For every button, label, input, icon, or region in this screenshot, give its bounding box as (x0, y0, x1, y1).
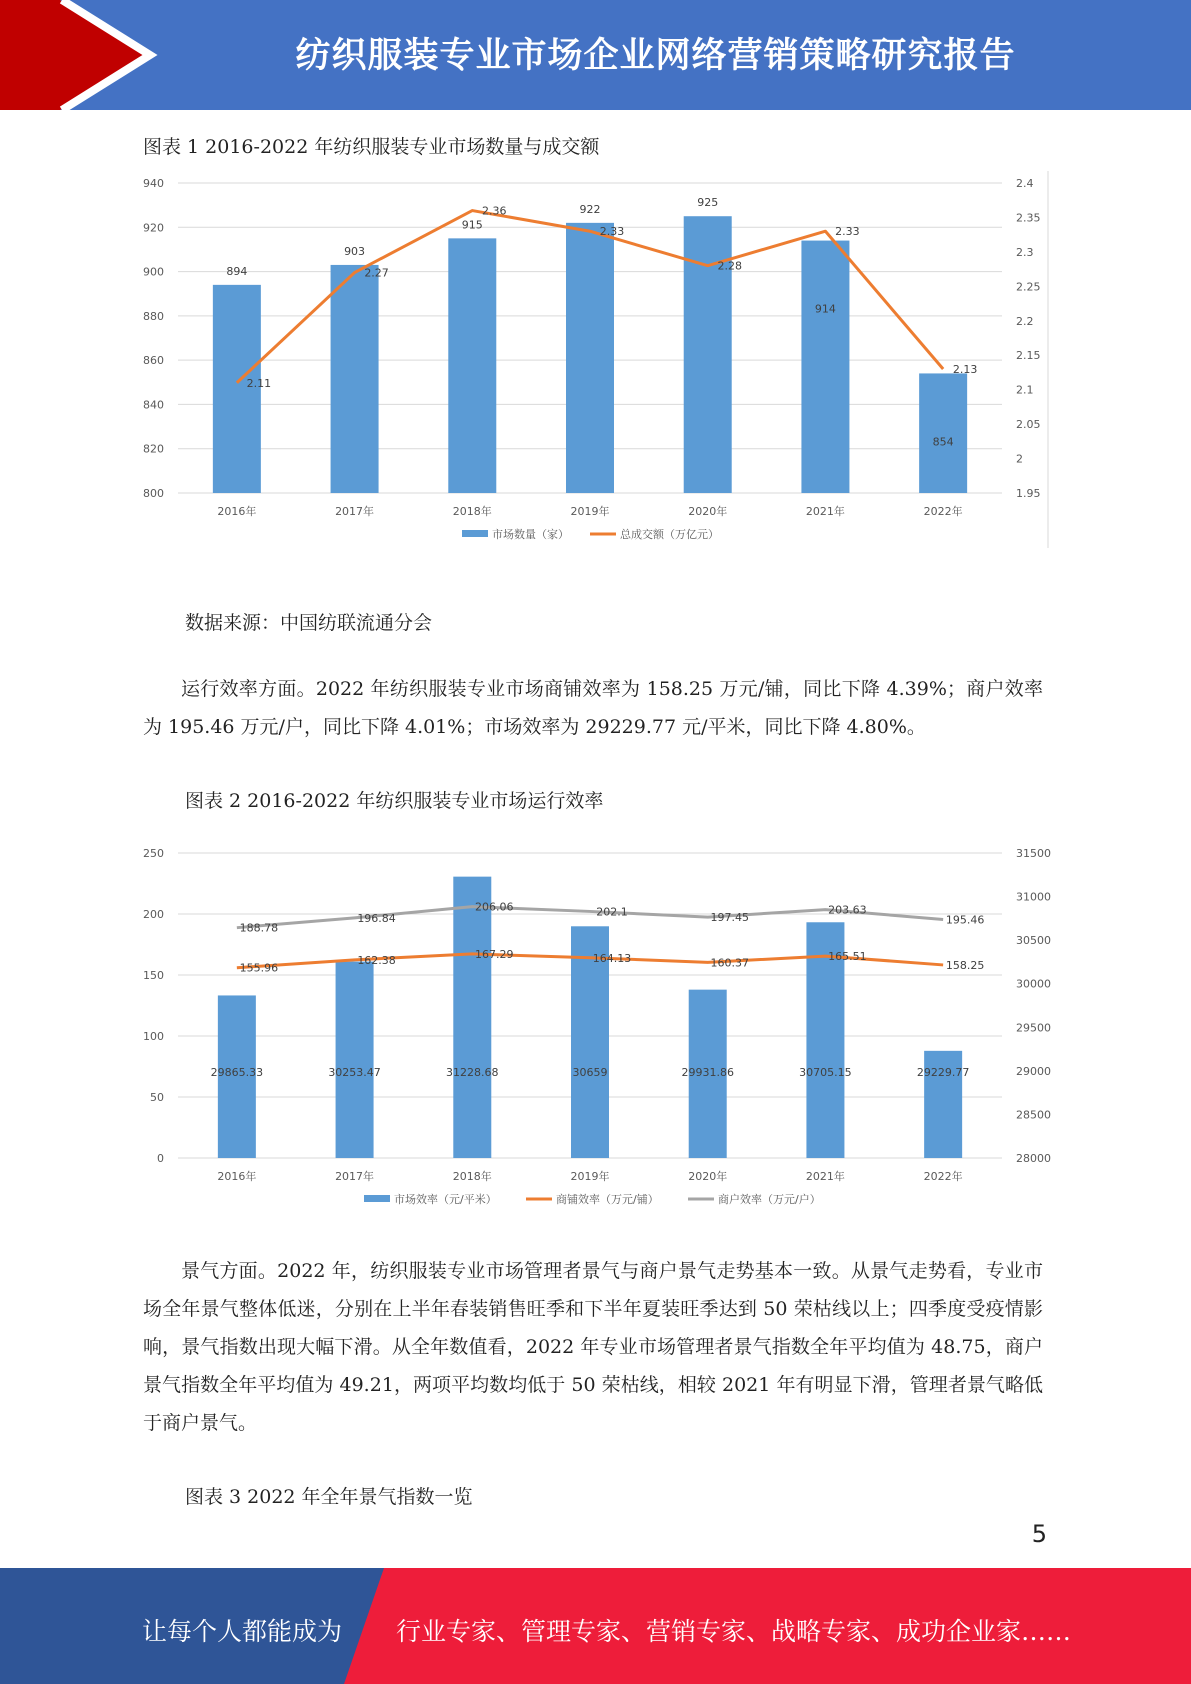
x-axis-tick: 2017年 (335, 505, 375, 518)
y-axis-right-tick: 1.95 (1016, 487, 1041, 500)
y-axis-right-tick: 31500 (1016, 847, 1051, 860)
y-axis-right-tick: 2.25 (1016, 280, 1041, 294)
line-data-label: 155.96 (239, 961, 279, 975)
y-axis-right-tick: 2 (1016, 452, 1023, 466)
x-axis-tick: 2022年 (923, 505, 963, 518)
y-axis-left-tick: 860 (143, 354, 164, 368)
y-axis-right-tick: 28000 (1016, 1152, 1051, 1165)
line-data-label: 206.06 (475, 900, 514, 914)
y-axis-right-tick: 28500 (1016, 1108, 1051, 1122)
legend-label: 商铺效率（万元/铺） (556, 1193, 659, 1206)
legend-label: 商户效率（万元/户） (718, 1193, 821, 1206)
bar-data-label: 894 (226, 264, 248, 278)
y-axis-right-tick: 2.15 (1016, 349, 1041, 363)
x-axis-tick: 2018年 (452, 505, 492, 518)
y-axis-right-tick: 2.1 (1016, 383, 1034, 397)
y-axis-right-tick: 30000 (1016, 977, 1051, 991)
page-number: 5 (1031, 1520, 1047, 1548)
paragraph-efficiency-text: 运行效率方面。2022 年纺织服装专业市场商铺效率为 158.25 万元/铺，同比下降 4.39%；商户效率为 195.46 万元/户，同比下降 4.01%；市场效率为 29229.77 元/平米，同比下降 4.80%。 (143, 678, 1043, 738)
bar-data-label: 914 (814, 302, 836, 316)
x-axis-tick: 2021年 (805, 505, 845, 518)
bar (453, 877, 491, 1158)
legend-label: 市场数量（家） (492, 528, 569, 541)
x-axis-tick: 2019年 (570, 1170, 610, 1183)
x-axis-tick: 2016年 (217, 1170, 257, 1183)
footer-slogan-right: 行业专家、管理专家、营销专家、战略专家、成功企业家…… (396, 1617, 1072, 1646)
y-axis-right-tick: 29500 (1016, 1021, 1051, 1035)
line-data-label: 197.45 (710, 911, 749, 925)
bar-data-label: 30253.47 (328, 1066, 381, 1079)
bar-data-label: 29229.77 (916, 1066, 970, 1079)
bar-data-label: 30659 (572, 1066, 608, 1079)
y-axis-left-tick: 50 (150, 1091, 164, 1104)
data-source: 数据来源：中国纺联流通分会 (185, 612, 433, 634)
page-footer (0, 1568, 1191, 1684)
line-data-label: 188.78 (239, 921, 279, 935)
x-axis-tick: 2021年 (805, 1170, 845, 1183)
y-axis-left-tick: 800 (143, 487, 164, 500)
line-data-label: 2.27 (364, 266, 389, 280)
line-data-label: 203.63 (828, 903, 867, 917)
y-axis-left-tick: 900 (143, 265, 164, 279)
x-axis-tick: 2020年 (688, 1170, 728, 1183)
line-data-label: 195.46 (945, 913, 985, 927)
x-axis-tick: 2016年 (217, 505, 257, 518)
bar-data-label: 925 (697, 196, 719, 210)
y-axis-right-tick: 30500 (1016, 934, 1051, 948)
y-axis-left-tick: 880 (143, 309, 164, 323)
y-axis-right-tick: 31000 (1016, 890, 1051, 904)
y-axis-left-tick: 150 (143, 969, 164, 982)
line-data-label: 2.28 (717, 259, 742, 273)
line-data-label: 196.84 (357, 911, 396, 925)
line-data-label: 158.25 (945, 958, 985, 972)
x-axis-tick: 2022年 (923, 1170, 963, 1183)
legend-label: 总成交额（万亿元） (620, 528, 719, 541)
x-axis-tick: 2018年 (452, 1170, 492, 1183)
line-data-label: 165.51 (828, 950, 867, 964)
figure3-caption: 图表 3 2022 年全年景气指数一览 (185, 1486, 473, 1508)
figure1-caption: 图表 1 2016-2022 年纺织服装专业市场数量与成交额 (143, 136, 600, 158)
document-title: 纺织服装专业市场企业网络营销策略研究报告 (295, 36, 1016, 76)
bar-data-label: 854 (932, 435, 954, 449)
paragraph-sentiment-text: 景气方面。2022 年，纺织服装专业市场管理者景气与商户景气走势基本一致。从景气走势看，专业市场全年景气整体低迷，分别在上半年春装销售旺季和下半年夏装旺季达到 50 荣枯线以上；四季度受疫情影响，景气指数出现大幅下滑。从全年数值看，2022 年专业市场管理者景气指数全年平均值为 48.75，商户景气指数全年平均值为 49.21，两项平均数均低于 50 荣枯线，相较 2021 年有明显下滑，管理者景气略低于商户景气。 (143, 1260, 1043, 1434)
line-data-label: 2.13 (952, 363, 978, 376)
line-data-label: 2.33 (599, 225, 625, 239)
line-data-label: 162.38 (357, 953, 396, 967)
figure2-caption: 图表 2 2016-2022 年纺织服装专业市场运行效率 (185, 790, 604, 812)
bar-data-label: 29931.86 (681, 1066, 734, 1079)
y-axis-left-tick: 200 (143, 908, 164, 921)
x-axis-tick: 2019年 (570, 505, 610, 518)
x-axis-tick: 2017年 (335, 1170, 375, 1183)
bar-data-label: 922 (579, 202, 601, 216)
line-data-label: 160.37 (710, 956, 749, 970)
line-data-label: 2.11 (246, 376, 272, 390)
y-axis-left-tick: 0 (157, 1152, 164, 1165)
bar (336, 962, 374, 1158)
line-data-label: 164.13 (592, 951, 632, 965)
y-axis-left-tick: 920 (143, 221, 164, 235)
bar-data-label: 903 (344, 244, 366, 258)
y-axis-left-tick: 100 (143, 1030, 164, 1043)
line-data-label: 167.29 (475, 947, 514, 961)
footer-slogan-left: 让每个人都能成为 (142, 1617, 343, 1646)
y-axis-left-tick: 820 (143, 442, 164, 456)
y-axis-right-tick: 2.4 (1016, 177, 1034, 190)
y-axis-left-tick: 840 (143, 398, 164, 412)
line-data-label: 2.36 (482, 204, 507, 218)
legend-label: 市场效率（元/平米） (394, 1193, 497, 1206)
paragraph-sentiment (143, 1252, 1043, 1442)
y-axis-right-tick: 2.35 (1016, 211, 1041, 225)
y-axis-right-tick: 29000 (1016, 1064, 1051, 1078)
bar-data-label: 31228.68 (446, 1066, 499, 1079)
bar-data-label: 30705.15 (799, 1066, 852, 1079)
bar-data-label: 915 (461, 218, 483, 232)
y-axis-left-tick: 250 (143, 847, 164, 860)
x-axis-tick: 2020年 (688, 505, 728, 518)
y-axis-right-tick: 2.3 (1016, 245, 1034, 259)
y-axis-right-tick: 2.05 (1016, 418, 1041, 432)
bar-data-label: 29865.33 (210, 1066, 264, 1079)
legend-swatch (364, 1195, 390, 1202)
line-data-label: 2.33 (835, 225, 860, 239)
line-data-label: 202.1 (596, 905, 628, 919)
y-axis-right-tick: 2.2 (1016, 314, 1034, 328)
y-axis-left-tick: 940 (143, 177, 164, 190)
